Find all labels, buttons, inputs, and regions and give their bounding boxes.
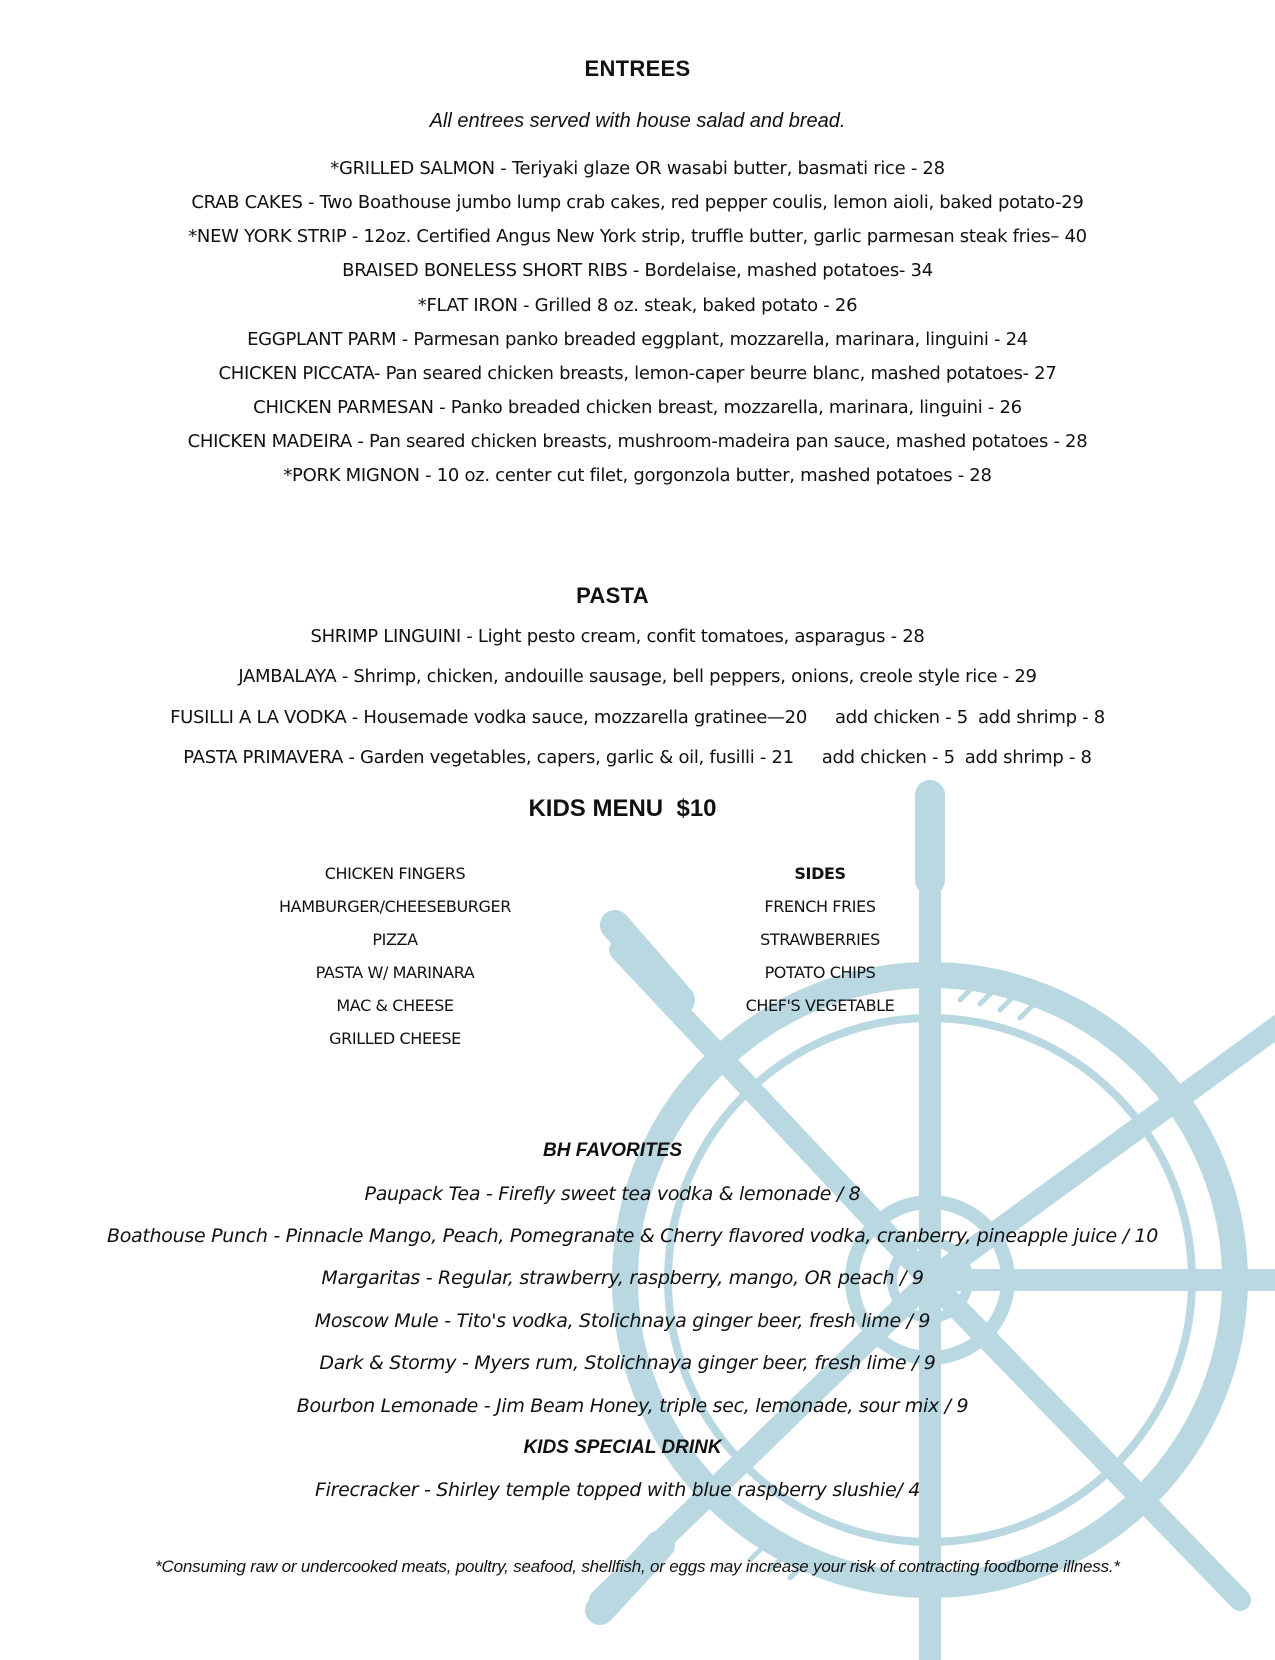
favorite-drink: Boathouse Punch - Pinnacle Mango, Peach, Pomegranate & Cherry flavored vodka, cranberry, pineapple juice / 10 [106, 1225, 1159, 1247]
entrees-heading: ENTREES [584, 56, 691, 81]
pasta-addon-shrimp: add shrimp - 8 [964, 747, 1092, 768]
favorite-drink: Moscow Mule - Tito's vodka, Stolichnaya ginger beer, fresh lime / 9 [314, 1310, 931, 1332]
favorites-heading: BH FAVORITES [543, 1140, 682, 1161]
favorite-drink: Margaritas - Regular, strawberry, raspberry, mango, OR peach / 9 [321, 1267, 924, 1289]
pasta-item-text: FUSILLI A LA VODKA - Housemade vodka sauce, mozzarella gratinee—20 [170, 707, 807, 728]
side-item: CHEF'S VEGETABLE [745, 996, 895, 1015]
entrees-subtitle: All entrees served with house salad and bread. [429, 110, 846, 132]
kids-item: MAC & CHEESE [336, 996, 454, 1015]
kids-item: CHICKEN FINGERS [324, 864, 466, 883]
pasta-item [0, 747, 1275, 768]
sides-heading: SIDES [794, 864, 846, 883]
pasta-item [0, 626, 1255, 647]
kids-item: PASTA W/ MARINARA [315, 963, 475, 982]
entree-item: BRAISED BONELESS SHORT RIBS - Bordelaise, mashed potatoes- 34 [342, 260, 933, 281]
kids-drink: Firecracker - Shirley temple topped with blue raspberry slushie/ 4 [314, 1479, 921, 1501]
kids-menu-heading: KIDS MENU $10 [528, 795, 717, 822]
entree-item: *GRILLED SALMON - Teriyaki glaze OR wasabi butter, basmati rice - 28 [330, 158, 945, 179]
side-item: POTATO CHIPS [764, 963, 876, 982]
side-item: STRAWBERRIES [760, 930, 880, 949]
health-disclaimer: *Consuming raw or undercooked meats, poultry, seafood, shellfish, or eggs may increase your risk of contracting foodborne illness.* [155, 1557, 1120, 1576]
entree-item: CHICKEN PARMESAN - Panko breaded chicken breast, mozzarella, marinara, linguini - 26 [253, 397, 1022, 418]
kids-drink-heading: KIDS SPECIAL DRINK [523, 1437, 722, 1458]
pasta-item [0, 666, 1275, 687]
entree-item: *FLAT IRON - Grilled 8 oz. steak, baked potato - 26 [417, 295, 858, 316]
pasta-item-text: PASTA PRIMAVERA - Garden vegetables, capers, garlic & oil, fusilli - 21 [183, 747, 794, 768]
pasta-heading: PASTA [576, 583, 649, 608]
kids-sides-list [700, 857, 940, 1022]
pasta-item-text: JAMBALAYA - Shrimp, chicken, andouille sausage, bell peppers, onions, creole style rice - 29 [238, 666, 1037, 687]
pasta-item-text: SHRIMP LINGUINI - Light pesto cream, confit tomatoes, asparagus - 28 [310, 626, 925, 647]
pasta-addon-chicken: add chicken - 5 [834, 707, 968, 728]
kids-item: HAMBURGER/CHEESEBURGER [279, 897, 511, 916]
pasta-addon-chicken: add chicken - 5 [821, 747, 955, 768]
entree-item: CHICKEN MADEIRA - Pan seared chicken breasts, mushroom-madeira pan sauce, mashed potatoes - 28 [187, 431, 1088, 452]
pasta-item [0, 707, 1275, 728]
entree-item: CRAB CAKES - Two Boathouse jumbo lump crab cakes, red pepper coulis, lemon aioli, baked potato-29 [191, 192, 1084, 213]
entree-item: *PORK MIGNON - 10 oz. center cut filet, gorgonzola butter, mashed potatoes - 28 [283, 465, 992, 486]
favorite-drink: Paupack Tea - Firefly sweet tea vodka & lemonade / 8 [364, 1183, 861, 1205]
side-item: FRENCH FRIES [764, 897, 876, 916]
entree-item: *NEW YORK STRIP - 12oz. Certified Angus New York strip, truffle butter, garlic parmesan steak fries– 40 [188, 226, 1087, 247]
favorite-drink: Dark & Stormy - Myers rum, Stolichnaya ginger beer, fresh lime / 9 [319, 1352, 936, 1374]
kids-items-list [255, 857, 535, 1055]
pasta-addon-shrimp: add shrimp - 8 [977, 707, 1105, 728]
favorite-drink: Bourbon Lemonade - Jim Beam Honey, triple sec, lemonade, sour mix / 9 [296, 1395, 969, 1417]
kids-item: PIZZA [372, 930, 418, 949]
kids-item: GRILLED CHEESE [329, 1029, 461, 1048]
entree-item: EGGPLANT PARM - Parmesan panko breaded eggplant, mozzarella, marinara, linguini - 24 [247, 329, 1028, 350]
entree-item: CHICKEN PICCATA- Pan seared chicken breasts, lemon-caper beurre blanc, mashed potatoes- 27 [218, 363, 1057, 384]
